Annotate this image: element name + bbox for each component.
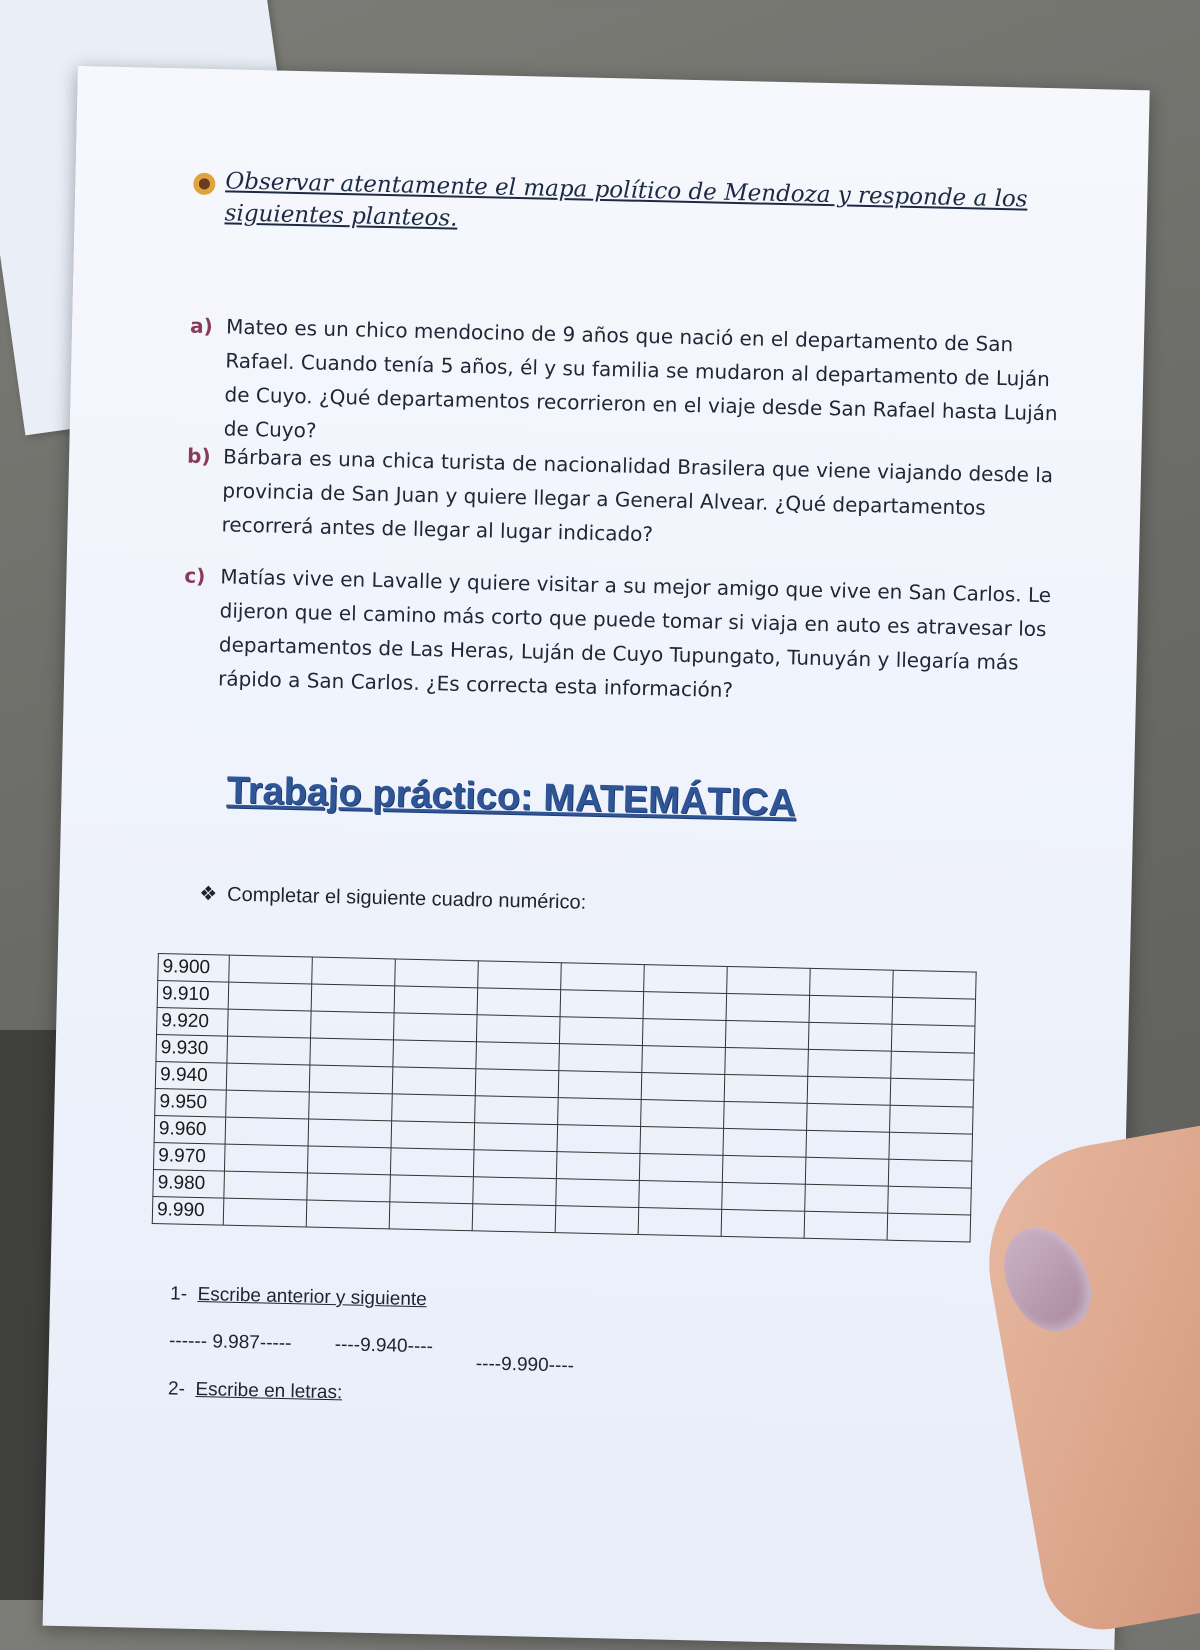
grid-empty-cell[interactable] — [307, 1146, 391, 1175]
question-b-text: Bárbara es una chica turista de nacionalidad Brasilera que viene viajando desde la provincia de San Juan y quiere llegar a General Alvear. ¿Qué departamentos recorrerá antes de llegar al lugar indicado? — [221, 444, 1054, 547]
grid-empty-cell[interactable] — [892, 997, 976, 1026]
grid-empty-cell[interactable] — [560, 990, 644, 1019]
grid-empty-cell[interactable] — [561, 963, 645, 992]
grid-empty-cell[interactable] — [559, 1017, 643, 1046]
grid-empty-cell[interactable] — [472, 1204, 556, 1233]
grid-empty-cell[interactable] — [223, 1198, 307, 1227]
grid-empty-cell[interactable] — [556, 1179, 640, 1208]
grid-empty-cell[interactable] — [641, 1100, 725, 1129]
grid-empty-cell[interactable] — [478, 961, 562, 990]
grid-empty-cell[interactable] — [723, 1128, 807, 1157]
grid-empty-cell[interactable] — [476, 1042, 560, 1071]
grid-empty-cell[interactable] — [887, 1213, 971, 1242]
grid-row-start-value: 9.920 — [157, 1008, 229, 1037]
question-a-letter: a) — [189, 313, 214, 339]
exercise-1 — [170, 1283, 427, 1311]
grid-empty-cell[interactable] — [724, 1101, 808, 1130]
grid-empty-cell[interactable] — [473, 1150, 557, 1179]
grid-empty-cell[interactable] — [311, 1011, 395, 1040]
grid-empty-cell[interactable] — [390, 1148, 474, 1177]
grid-empty-cell[interactable] — [475, 1069, 559, 1098]
grid-empty-cell[interactable] — [473, 1177, 557, 1206]
grid-empty-cell[interactable] — [224, 1144, 308, 1173]
grid-empty-cell[interactable] — [312, 957, 396, 986]
grid-empty-cell[interactable] — [809, 995, 893, 1024]
grid-empty-cell[interactable] — [226, 1090, 310, 1119]
grid-empty-cell[interactable] — [888, 1159, 972, 1188]
grid-empty-cell[interactable] — [891, 1051, 975, 1080]
grid-empty-cell[interactable] — [721, 1209, 805, 1238]
grid-empty-cell[interactable] — [555, 1206, 639, 1235]
grid-empty-cell[interactable] — [807, 1076, 891, 1105]
grid-empty-cell[interactable] — [228, 1009, 312, 1038]
grid-empty-cell[interactable] — [229, 955, 313, 984]
exercise-1-item: ----9.940---- — [334, 1334, 434, 1358]
grid-empty-cell[interactable] — [639, 1181, 723, 1210]
grid-empty-cell[interactable] — [810, 968, 894, 997]
grid-empty-cell[interactable] — [224, 1171, 308, 1200]
grid-empty-cell[interactable] — [643, 992, 727, 1021]
exercise-2-title: Escribe en letras: — [195, 1379, 343, 1404]
grid-empty-cell[interactable] — [889, 1132, 973, 1161]
grid-empty-cell[interactable] — [556, 1152, 640, 1181]
grid-row-start-value: 9.990 — [152, 1196, 224, 1225]
question-a-text: Mateo es un chico mendocino de 9 años que nació en el departamento de San Rafael. Cuando tenía 5 años, él y su familia se mudaron al departamento de Luján de Cuyo. ¿Qué departamentos recorrieron en el viaje desde San Rafael hasta Luján de Cuyo? — [223, 314, 1058, 443]
table-task-text: Completar el siguiente cuadro numérico: — [226, 883, 587, 914]
grid-empty-cell[interactable] — [391, 1121, 475, 1150]
grid-row-start-value: 9.910 — [157, 981, 229, 1010]
grid-empty-cell[interactable] — [390, 1175, 474, 1204]
grid-empty-cell[interactable] — [474, 1123, 558, 1152]
grid-empty-cell[interactable] — [393, 1013, 477, 1042]
grid-empty-cell[interactable] — [557, 1125, 641, 1154]
grid-empty-cell[interactable] — [644, 965, 728, 994]
grid-empty-cell[interactable] — [724, 1074, 808, 1103]
grid-empty-cell[interactable] — [722, 1155, 806, 1184]
grid-empty-cell[interactable] — [307, 1173, 391, 1202]
grid-empty-cell[interactable] — [226, 1063, 310, 1092]
grid-empty-cell[interactable] — [309, 1065, 393, 1094]
grid-empty-cell[interactable] — [640, 1127, 724, 1156]
grid-empty-cell[interactable] — [725, 1020, 809, 1049]
grid-row-start-value: 9.970 — [153, 1143, 225, 1172]
exercise-1-item: ----9.990---- — [475, 1353, 575, 1377]
grid-empty-cell[interactable] — [726, 993, 810, 1022]
grid-empty-cell[interactable] — [893, 970, 977, 999]
grid-empty-cell[interactable] — [808, 1022, 892, 1051]
grid-empty-cell[interactable] — [891, 1024, 975, 1053]
grid-empty-cell[interactable] — [642, 1046, 726, 1075]
grid-empty-cell[interactable] — [641, 1073, 725, 1102]
table-task — [199, 881, 586, 915]
grid-empty-cell[interactable] — [805, 1184, 889, 1213]
grid-empty-cell[interactable] — [475, 1096, 559, 1125]
grid-empty-cell[interactable] — [804, 1211, 888, 1240]
grid-empty-cell[interactable] — [309, 1092, 393, 1121]
exercise-2-number: 2- — [167, 1378, 186, 1400]
grid-empty-cell[interactable] — [890, 1105, 974, 1134]
question-c — [182, 559, 1065, 715]
grid-empty-cell[interactable] — [722, 1182, 806, 1211]
grid-empty-cell[interactable] — [806, 1130, 890, 1159]
grid-empty-cell[interactable] — [476, 1015, 560, 1044]
grid-empty-cell[interactable] — [393, 1040, 477, 1069]
grid-empty-cell[interactable] — [727, 966, 811, 995]
grid-row-start-value: 9.900 — [158, 954, 230, 983]
grid-empty-cell[interactable] — [558, 1071, 642, 1100]
grid-empty-cell[interactable] — [395, 959, 479, 988]
exercise-1-title: Escribe anterior y siguiente — [197, 1284, 427, 1311]
grid-empty-cell[interactable] — [805, 1157, 889, 1186]
grid-empty-cell[interactable] — [394, 986, 478, 1015]
grid-row-start-value: 9.960 — [154, 1116, 226, 1145]
grid-empty-cell[interactable] — [807, 1103, 891, 1132]
math-title: Trabajo práctico: MATEMÁTICA — [226, 769, 797, 825]
grid-empty-cell[interactable] — [310, 1038, 394, 1067]
question-c-letter: c) — [184, 563, 206, 589]
grid-empty-cell[interactable] — [477, 988, 561, 1017]
grid-empty-cell[interactable] — [392, 1094, 476, 1123]
grid-row-start-value: 9.940 — [155, 1062, 227, 1091]
grid-empty-cell[interactable] — [890, 1078, 974, 1107]
grid-empty-cell[interactable] — [228, 982, 312, 1011]
grid-row-start-value: 9.980 — [153, 1169, 225, 1198]
exercise-1-number: 1- — [169, 1283, 188, 1305]
worksheet-page — [43, 66, 1150, 1650]
grid-empty-cell[interactable] — [306, 1200, 390, 1229]
grid-empty-cell[interactable] — [642, 1019, 726, 1048]
grid-empty-cell[interactable] — [725, 1047, 809, 1076]
grid-row-start-value: 9.950 — [155, 1089, 227, 1118]
grid-empty-cell[interactable] — [311, 984, 395, 1013]
grid-empty-cell[interactable] — [638, 1208, 722, 1237]
grid-empty-cell[interactable] — [639, 1154, 723, 1183]
grid-empty-cell[interactable] — [225, 1117, 309, 1146]
question-b-letter: b) — [186, 443, 211, 469]
grid-empty-cell[interactable] — [808, 1049, 892, 1078]
grid-empty-cell[interactable] — [389, 1202, 473, 1231]
question-c-text: Matías vive en Lavalle y quiere visitar a su mejor amigo que vive en San Carlos. Le dijeron que el camino más corto que puede tomar si viaja en auto es atravesar los departamentos de Las Heras, Luján de Cuyo Tupungato, Tunuyán y llegaría más rápido a San Carlos. ¿Es correcta esta información? — [217, 564, 1052, 703]
exercise-1-items — [168, 1330, 689, 1377]
grid-empty-cell[interactable] — [227, 1036, 311, 1065]
exercise-1-item: ------ 9.987----- — [168, 1330, 292, 1355]
grid-empty-cell[interactable] — [558, 1098, 642, 1127]
number-grid — [152, 953, 977, 1243]
map-instruction: Observar atentamente el mapa político de Mendoza y responde a los siguientes planteos. — [224, 168, 1028, 232]
grid-empty-cell[interactable] — [392, 1067, 476, 1096]
diamond-bullet-icon: ❖ — [198, 882, 218, 906]
grid-empty-cell[interactable] — [559, 1044, 643, 1073]
exercise-2 — [168, 1378, 343, 1404]
grid-row-start-value: 9.930 — [156, 1035, 228, 1064]
flower-bullet-icon — [193, 173, 215, 195]
grid-empty-cell[interactable] — [308, 1119, 392, 1148]
question-b — [185, 439, 1067, 561]
grid-empty-cell[interactable] — [888, 1186, 972, 1215]
